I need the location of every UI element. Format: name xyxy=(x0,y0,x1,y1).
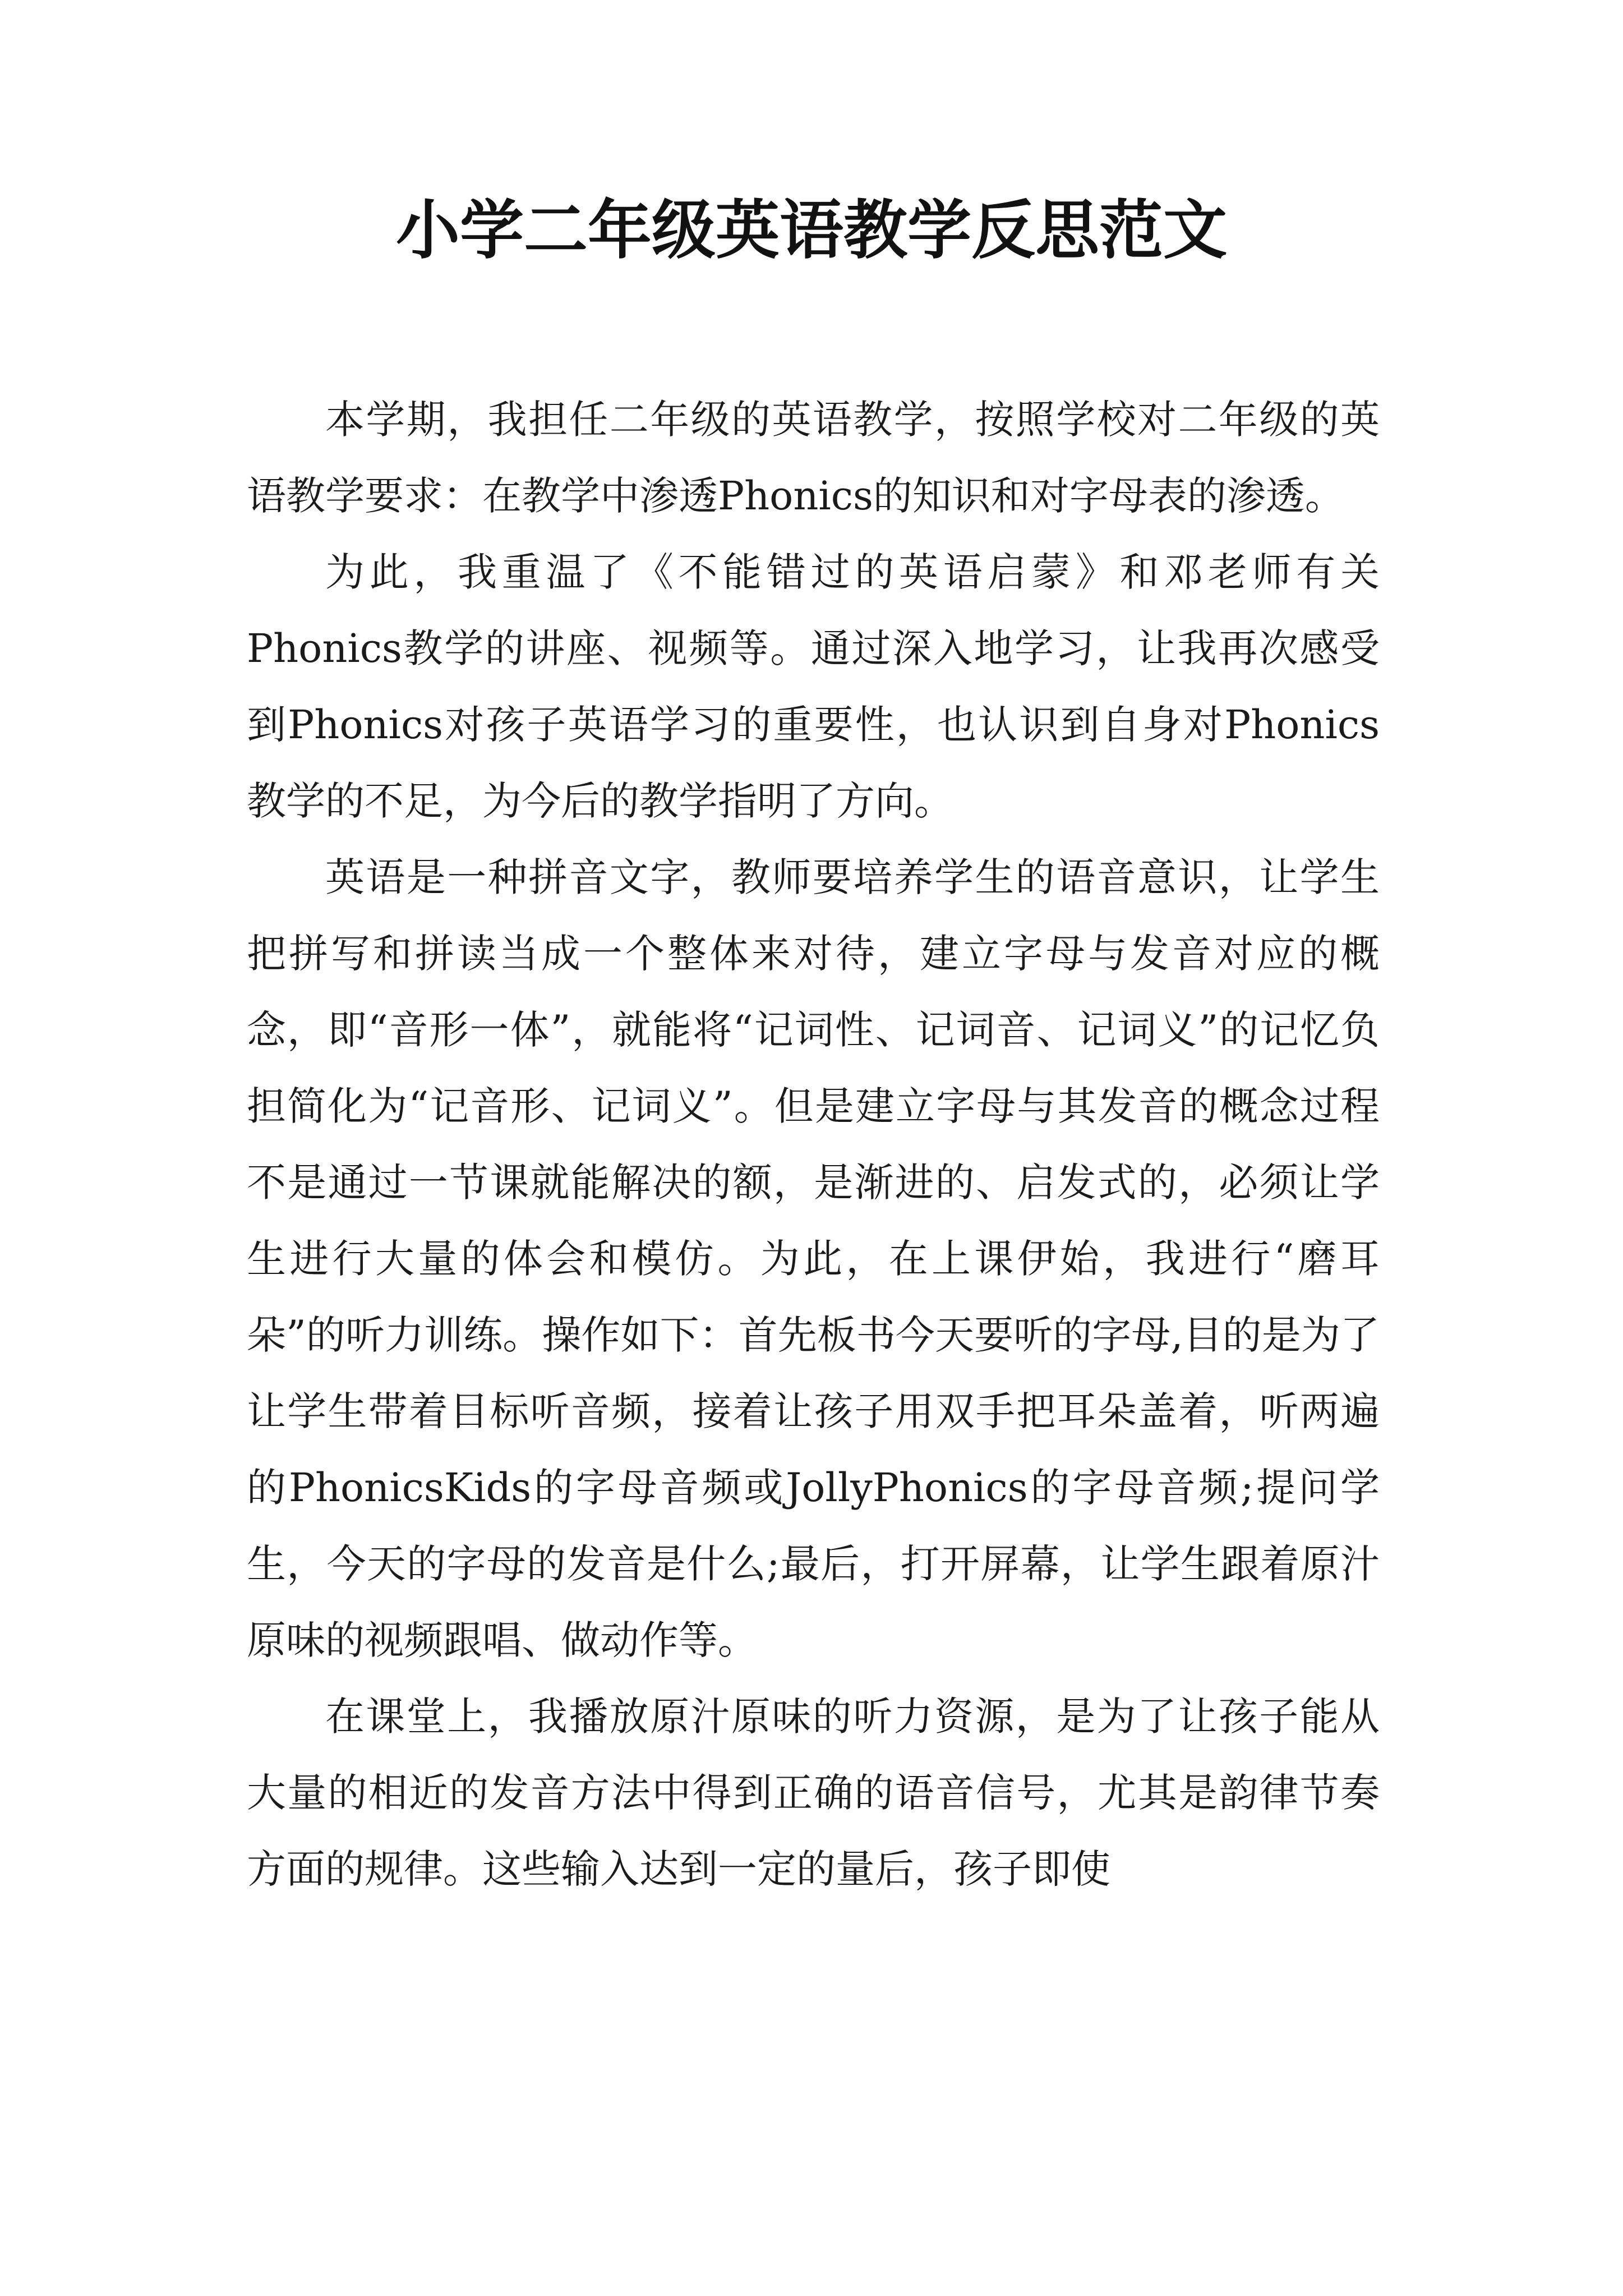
paragraph-4: 在课堂上，我播放原汁原味的听力资源，是为了让孩子能从大量的相近的发音方法中得到正确的语音信号，尤其是韵律节奏方面的规律。这些输入达到一定的量后，孩子即使 xyxy=(247,1694,1380,1892)
document-body xyxy=(247,381,1380,1907)
document-title: 小学二年级英语教学反思范文 xyxy=(395,192,1227,268)
paragraph-2: 为此，我重温了《不能错过的英语启蒙》和邓老师有关Phonics教学的讲座、视频等。通过深入地学习，让我再次感受到Phonics对孩子英语学习的重要性，也认识到自身对Phonics教学的不足，为今后的教学指明了方向。 xyxy=(247,549,1380,824)
paragraph-3: 英语是一种拼音文字，教师要培养学生的语音意识，让学生把拼写和拼读当成一个整体来对待，建立字母与发音对应的概念，即“音形一体”，就能将“记词性、记词音、记词义”的记忆负担简化为“记音形、记词义”。但是建立字母与其发音的概念过程不是通过一节课就能解决的额，是渐进的、启发式的，必须让学生进行大量的体会和模仿。为此，在上课伊始，我进行“磨耳朵”的听力训练。操作如下：首先板书今天要听的字母,目的是为了让学生带着目标听音频，接着让孩子用双手把耳朵盖着，听两遍的PhonicsKids的字母音频或JollyPhonics的字母音频;提问学生，今天的字母的发音是什么;最后，打开屏幕，让学生跟着原汁原味的视频跟唱、做动作等。 xyxy=(247,854,1380,1663)
paragraph-1: 本学期，我担任二年级的英语教学，按照学校对二年级的英语教学要求：在教学中渗透Phonics的知识和对字母表的渗透。 xyxy=(247,397,1380,519)
